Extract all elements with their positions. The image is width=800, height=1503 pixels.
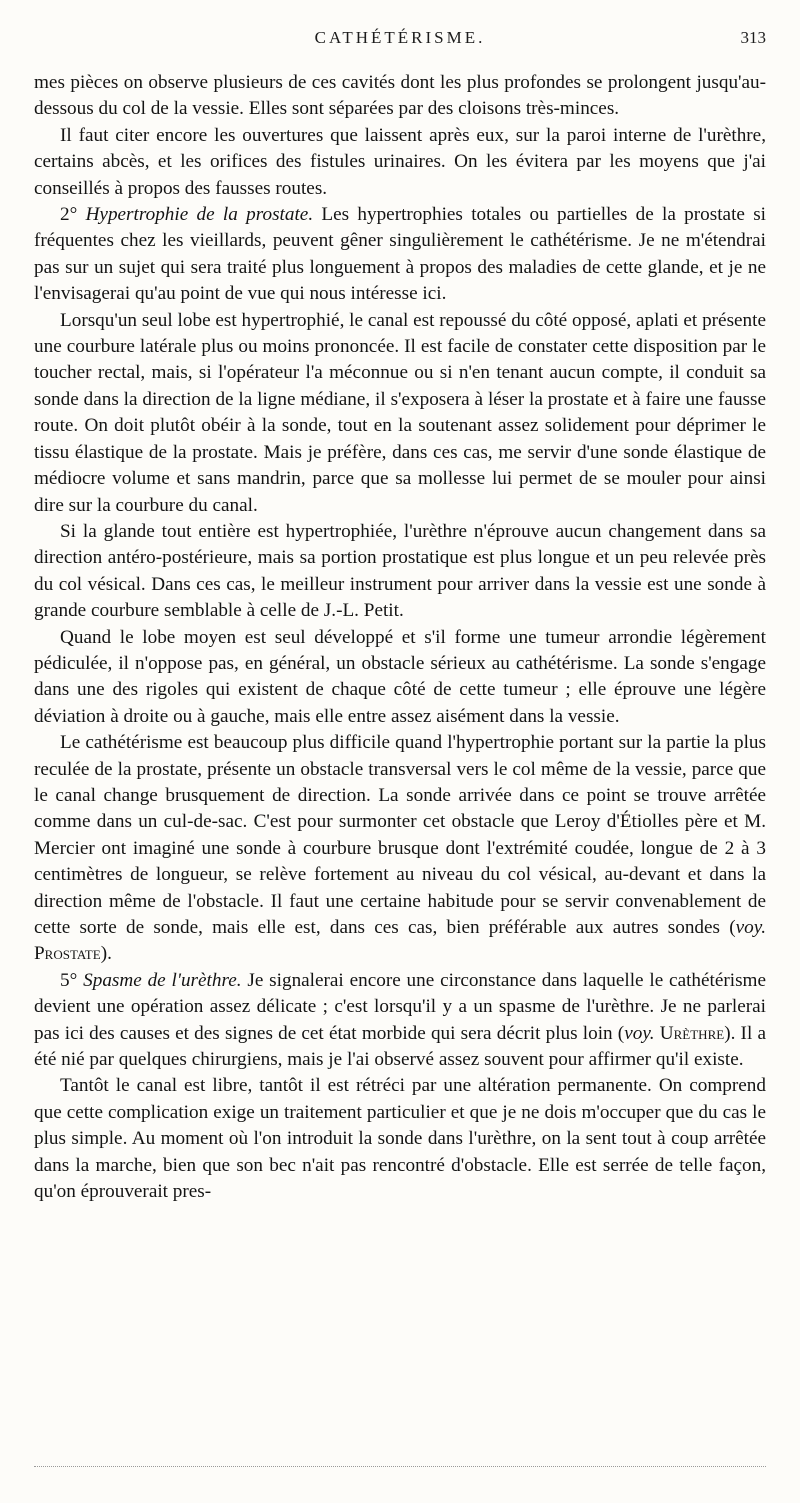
paragraph-7: [34, 730, 766, 968]
paragraph-1: mes pièces on observe plusieurs de ces cavités dont les plus profondes se prolongent jusqu'au-dessous du col de la vessie. Elles sont séparées par des cloisons très-minces.: [34, 72, 766, 120]
cross-reference-voy: voy.: [624, 1022, 655, 1044]
paragraph-5: Si la glande tout entière est hypertrophiée, l'urèthre n'éprouve aucun changement dans sa direction antéro-postérieure, mais sa portion prostatique est plus longue et un peu relevée près du col vésical. Dans ces cas, le meilleur instrument pour arriver dans la vessie est une sonde à grande courbure semblable à celle de J.-L. Petit.: [34, 520, 766, 622]
paragraph-text: Le cathétérisme est beaucoup plus difficile quand l'hypertrophie portant sur la partie la plus reculée de la prostate, présente un obstacle transversal vers le col même de la vessie, parce que le canal change brusquement de direction. La sonde arrivée dans ce point se trouve arrêtée comme dans un cul-de-sac. C'est pour surmonter cet obstacle que Leroy d'Étiolles père et M. Mercier ont imaginé une sonde à courbure brusque dont l'extrémité coudée, longue de 2 à 3 centimètres de longueur, se relève fortement au niveau du col vésical, au-devant et dans la direction même de l'obstacle. Il faut une certaine habitude pour se servir convenablement de cette sorte de sonde, mais elle est, dans ces cas, bien préférable aux autres sondes (: [34, 732, 766, 938]
paragraph-text: Les hypertrophies totales ou partielles de la prostate si fréquentes chez les vieillards, peuvent gêner singulièrement le cathétérisme. Je ne m'étendrai pas sur un sujet qui sera traité plus longuement à propos des maladies de cette glande, et je ne l'envisagerai qu'au point de vue qui nous intéresse ici.: [34, 204, 766, 305]
page-header: [0, 28, 800, 58]
section-title: Hypertrophie de la prostate.: [85, 204, 314, 226]
paragraph-end: ).: [100, 943, 112, 965]
paragraph-3: [34, 202, 766, 308]
cross-reference-target: Urèthre: [659, 1022, 725, 1044]
paragraph-6: Quand le lobe moyen est seul développé et s'il forme une tumeur arrondie légèrement pédiculée, il n'oppose pas, en général, un obstacle sérieux au cathétérisme. La sonde s'engage dans une des rigoles qui existent de chaque côté de cette tumeur ; elle éprouve une légère déviation à droite ou à gauche, mais elle entre assez aisément dans la vessie.: [34, 626, 766, 727]
paragraph-text: Je signalerai encore une circonstance dans laquelle le cathétérisme devient une opération assez délicate ; c'est lorsqu'il y a un spasme de l'urèthre. Je ne parlerai pas ici des causes et des signes de cet état morbide qui sera décrit plus loin (: [34, 969, 766, 1044]
paragraph-8: [34, 968, 766, 1074]
paragraph-2: Il faut citer encore les ouvertures que laissent après eux, sur la paroi interne de l'urèthre, certains abcès, et les orifices des fistules urinaires. On les évitera par les moyens que j'ai conseillés à propos des fausses routes.: [34, 124, 766, 199]
paragraph-end: ). Il a été nié par quelques chirurgiens, mais je l'ai observé assez souvent pour affirmer qu'il existe.: [34, 1022, 766, 1071]
body-text: [34, 70, 766, 1205]
cross-reference-voy: voy.: [735, 917, 766, 938]
section-number: 5°: [60, 969, 78, 991]
paragraph-4: Lorsqu'un seul lobe est hypertrophié, le canal est repoussé du côté opposé, aplati et présente une courbure latérale plus ou moins prononcée. Il est facile de constater cette disposition par le toucher rectal, mais, si l'opérateur l'a méconnue ou si n'en tenant aucun compte, il conduit sa sonde dans la direction de la ligne médiane, il s'exposera à léser la prostate et à faire une fausse route. On doit plutôt obéir à la sonde, tout en la soutenant assez solidement pour déprimer le tissu élastique de la prostate. Mais je préfère, dans ces cas, me servir d'une sonde élastique de médiocre volume et sans mandrin, parce que sa mollesse lui permet de se mouler pour ainsi dire sur la courbure du canal.: [34, 309, 766, 516]
footer-rule: [34, 1466, 766, 1467]
page-number: 313: [740, 28, 766, 47]
paragraph-9: Tantôt le canal est libre, tantôt il est rétréci par une altération permanente. On comprend que cette complication exige un traitement particulier et que je ne dois m'occuper que du cas le plus simple. Au moment où l'on introduit la sonde dans l'urèthre, on la sent tout à coup arrêtée dans la marche, bien que son bec n'ait pas rencontré d'obstacle. Elle est serrée de telle façon, qu'on éprouverait pres-: [34, 1075, 766, 1203]
section-title: Spasme de l'urèthre.: [83, 969, 242, 991]
section-number: 2°: [60, 204, 78, 226]
running-title: CATHÉTÉRISME.: [314, 28, 486, 47]
cross-reference-target: Prostate: [34, 943, 101, 965]
